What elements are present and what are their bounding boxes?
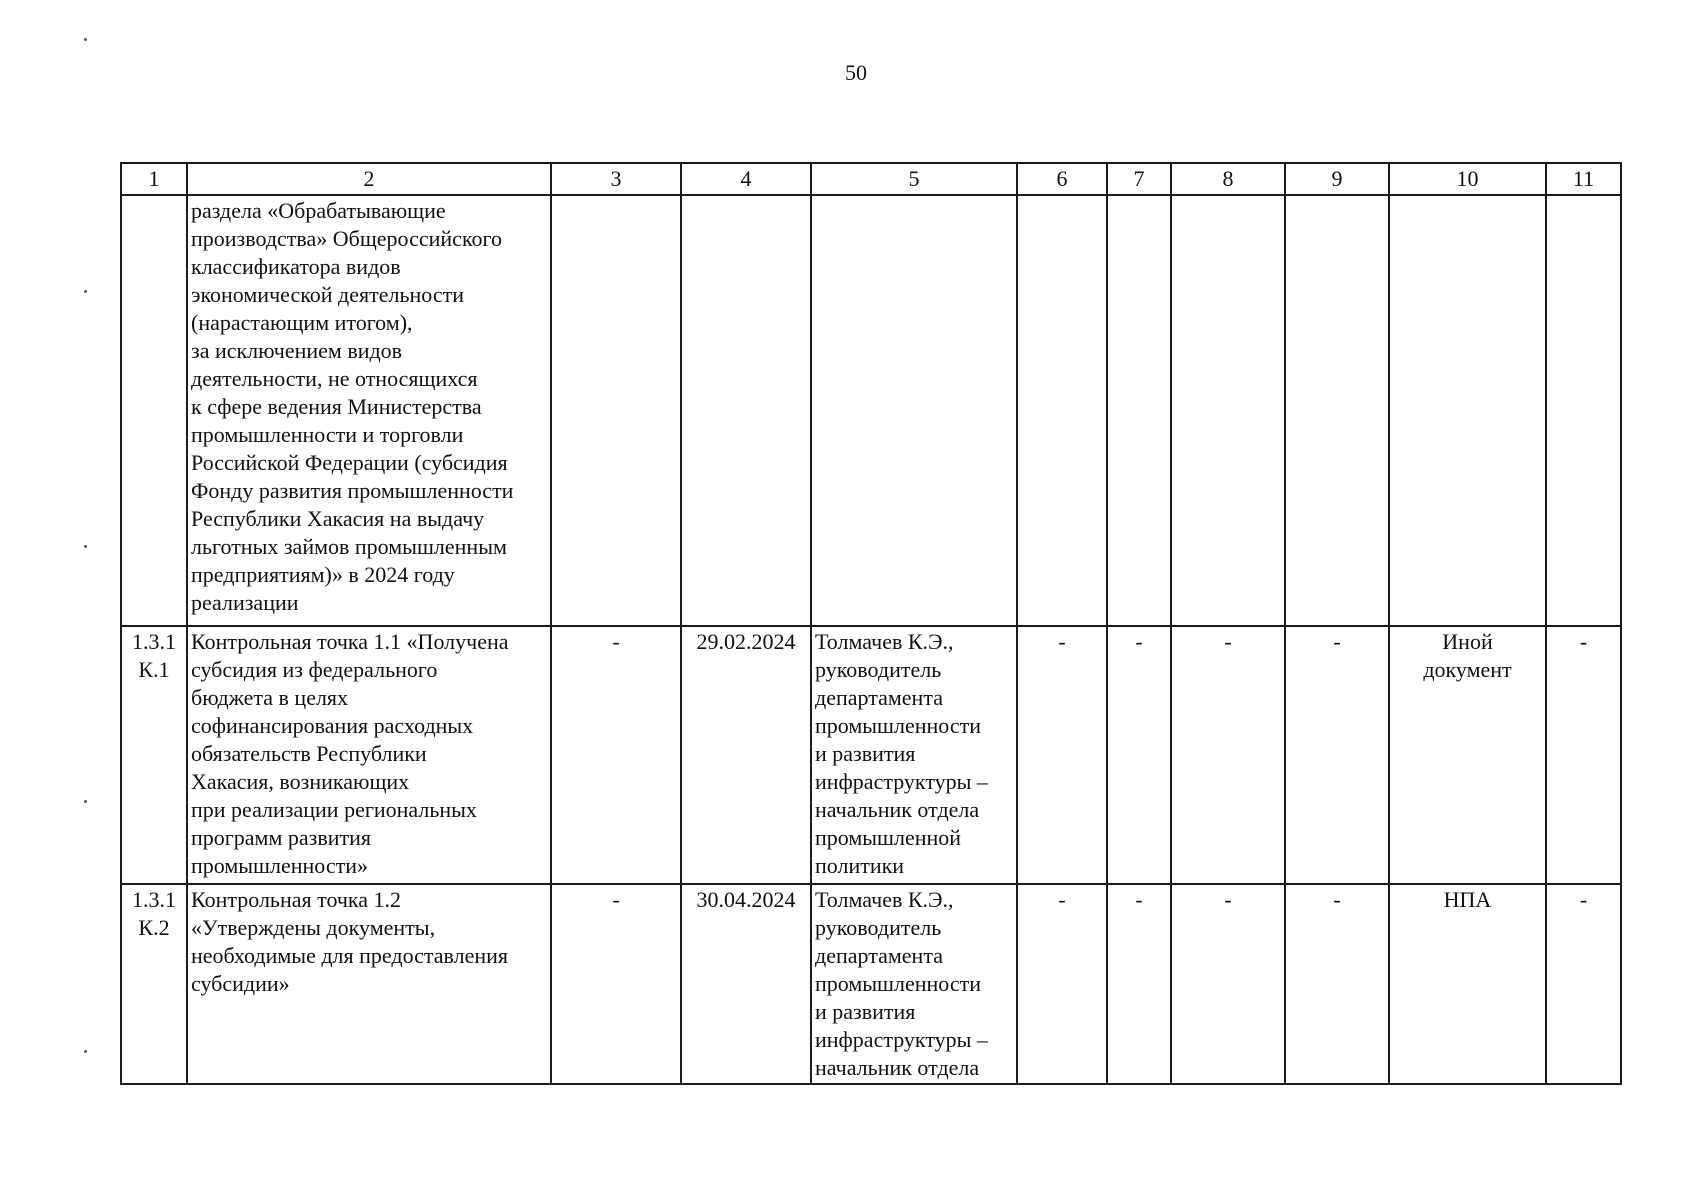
cell-description: Контрольная точка 1.2 «Утверждены документы, необходимые для предоставления субсидии» (187, 884, 551, 1084)
table-row (121, 626, 1621, 884)
column-header: 4 (681, 163, 811, 195)
cell-col9: - (1285, 626, 1389, 884)
cell-empty (681, 195, 811, 626)
table-row-continuation (121, 195, 1621, 626)
scan-speck (84, 290, 87, 293)
cell-description: раздела «Обрабатывающие производства» Общероссийского классификатора видов экономической деятельности (нарастающим итогом), за исключением видов деятельности, не относящихся к сфере ведения Министерства промышленности и торговли Российской Федерации (субсидия Фонду развития промышленности Республики Хакасия на выдачу льготных займов промышленным предприятиям)» в 2024 году реализации (187, 195, 551, 626)
cell-col7: - (1107, 884, 1171, 1084)
cell-empty (1017, 195, 1107, 626)
cell-number: 1.3.1 К.1 (121, 626, 187, 884)
scan-speck (84, 38, 87, 41)
column-header: 3 (551, 163, 681, 195)
cell-col8: - (1171, 884, 1285, 1084)
column-header: 2 (187, 163, 551, 195)
cell-empty (1546, 195, 1621, 626)
cell-responsible: Толмачев К.Э., руководитель департамента промышленности и развития инфраструктуры – начальник отдела (811, 884, 1017, 1084)
cell-col9: - (1285, 884, 1389, 1084)
cell-col6: - (1017, 884, 1107, 1084)
cell-col6: - (1017, 626, 1107, 884)
table-row (121, 884, 1621, 1084)
column-header: 7 (1107, 163, 1171, 195)
column-header: 6 (1017, 163, 1107, 195)
cell-col11: - (1546, 626, 1621, 884)
cell-empty (551, 195, 681, 626)
scan-speck (84, 545, 87, 548)
page-number: 50 (845, 60, 867, 85)
cell-empty (1389, 195, 1546, 626)
cell-empty (1171, 195, 1285, 626)
header-row (121, 163, 1621, 195)
cell-document-type: НПА (1389, 884, 1546, 1084)
cell-description: Контрольная точка 1.1 «Получена субсидия из федерального бюджета в целях софинансирования расходных обязательств Республики Хакасия, возникающих при реализации региональных программ развития промышленности» (187, 626, 551, 884)
cell-col8: - (1171, 626, 1285, 884)
cell-empty (1285, 195, 1389, 626)
cell-number (121, 195, 187, 626)
column-header: 10 (1389, 163, 1546, 195)
cell-empty (811, 195, 1017, 626)
cell-responsible: Толмачев К.Э., руководитель департамента промышленности и развития инфраструктуры – начальник отдела промышленной политики (811, 626, 1017, 884)
column-header: 11 (1546, 163, 1621, 195)
scan-speck (84, 800, 87, 803)
column-header: 5 (811, 163, 1017, 195)
column-header: 1 (121, 163, 187, 195)
cell-col11: - (1546, 884, 1621, 1084)
cell-empty (1107, 195, 1171, 626)
cell-col3: - (551, 884, 681, 1084)
scan-speck (84, 1050, 87, 1053)
column-header: 9 (1285, 163, 1389, 195)
plan-table (120, 162, 1622, 1085)
cell-number: 1.3.1 К.2 (121, 884, 187, 1084)
cell-document-type: Иной документ (1389, 626, 1546, 884)
cell-date: 29.02.2024 (681, 626, 811, 884)
cell-col3: - (551, 626, 681, 884)
cell-col7: - (1107, 626, 1171, 884)
column-header: 8 (1171, 163, 1285, 195)
cell-date: 30.04.2024 (681, 884, 811, 1084)
